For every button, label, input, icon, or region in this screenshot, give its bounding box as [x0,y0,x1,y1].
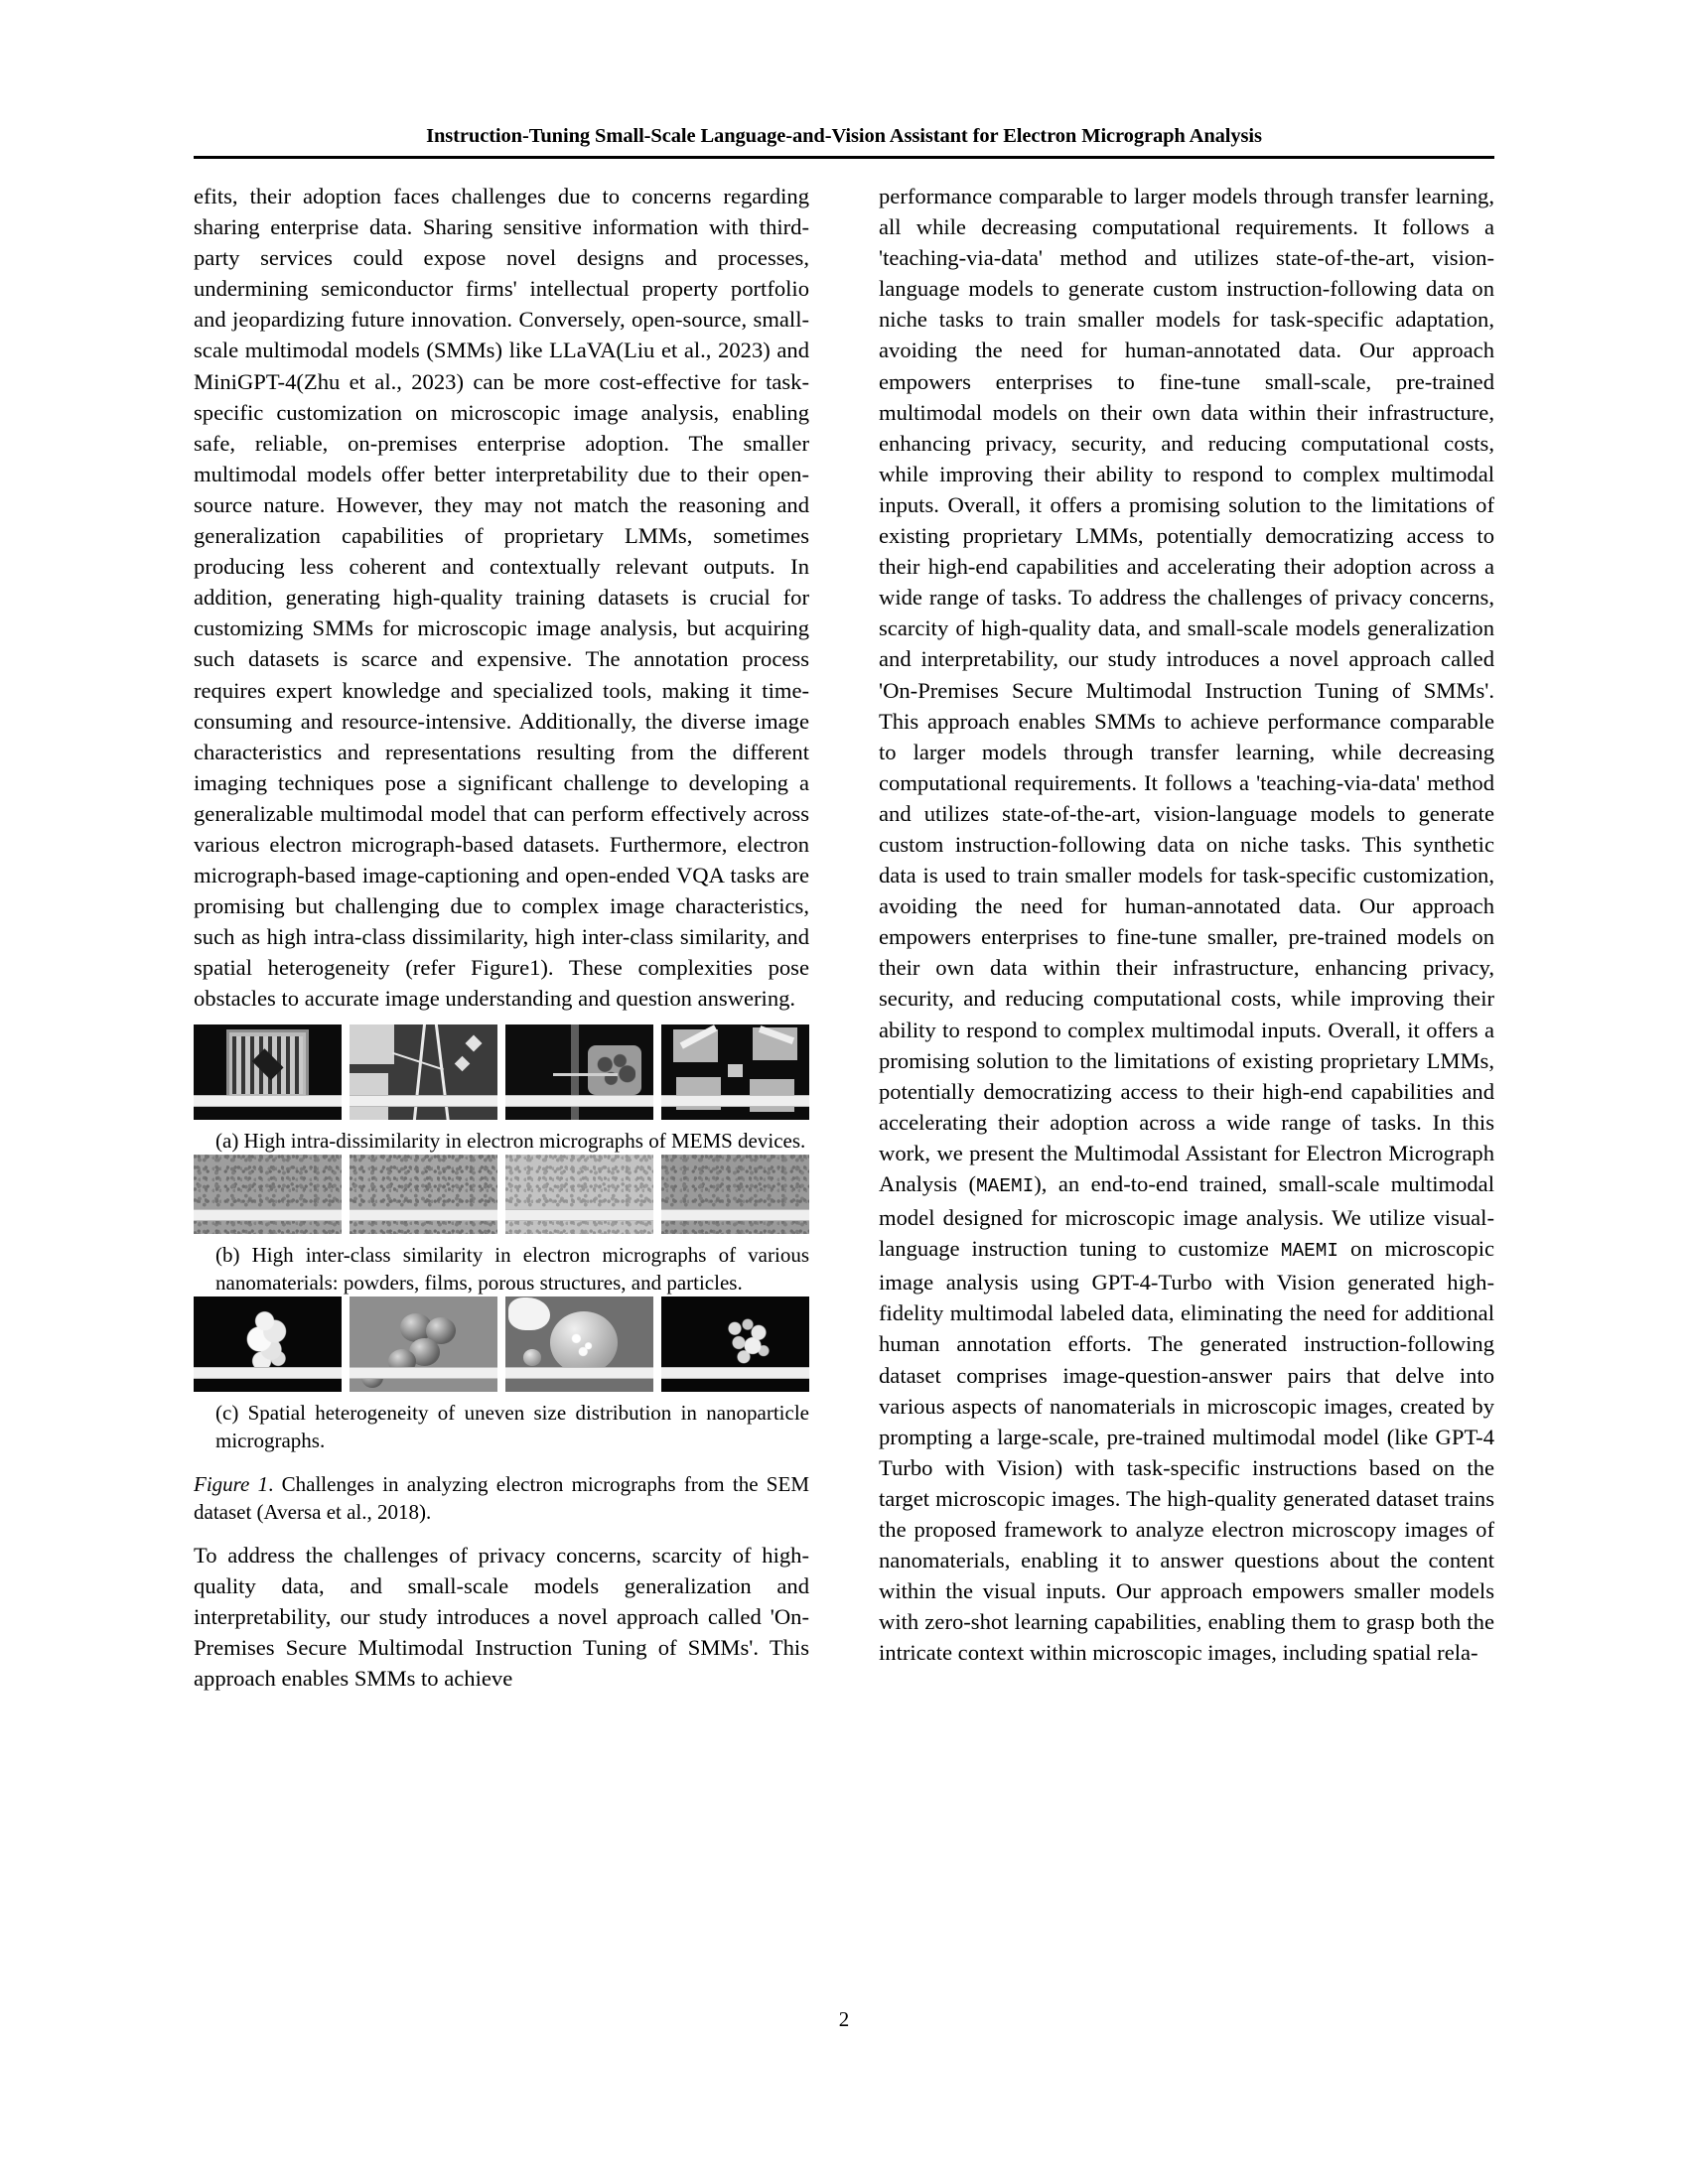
figure-row-b [194,1155,809,1234]
nanomaterial-powder-micrograph [194,1155,342,1234]
figure-1-caption [194,1470,809,1526]
nanomaterial-particles-micrograph [661,1155,809,1234]
nanoparticle-aggregate-micrograph [194,1297,342,1392]
nanomaterial-porous-micrograph [505,1155,653,1234]
figure-row-a [194,1024,809,1120]
right-column-text-part-c: on microscopic image analysis using GPT-4-Turbo with Vision generated high-fidelity multimodal labeled data, eliminating the need for additional human annotation efforts. The generated instruction-following dataset comprises image-question-answer pairs that delve into various aspects of nanomaterials in microscopic images, created by prompting a large-scale, pre-trained multimodal model (like GPT-4 Turbo with Vision) with task-specific instructions based on the target microscopic images. The high-quality generated dataset trains the proposed framework to analyze electron microscopy images of nanomaterials, enabling it to answer questions about the content within the visual inputs. Our approach empowers smaller models with zero-shot learning capabilities, enabling them to grasp both the intricate context within microscopic images, including spatial rela- [879,1236,1495,1666]
mems-probe-pads-micrograph [661,1024,809,1120]
figure-subcaption-a: (a) High intra-dissimilarity in electron micrographs of MEMS devices. [215,1128,806,1153]
nanoparticle-spheres-micrograph [350,1297,497,1392]
figure-row-c [194,1297,809,1392]
page-number: 2 [838,2007,850,2031]
running-header-title: Instruction-Tuning Small-Scale Language-and-Vision Assistant for Electron Micrograph Analysis [426,125,1262,147]
nanoparticle-cluster-micrograph [661,1297,809,1392]
mems-wire-trace-micrograph [350,1024,497,1120]
mems-chip-array-micrograph [194,1024,342,1120]
left-column-paragraph-2: To address the challenges of privacy concerns, scarcity of high-quality data, and small-scale models generalization and interpretability, our study introduces a novel approach called 'On-Premises Secure Multimodal Instruction Tuning of SMMs'. This approach enables SMMs to achieve [194,1542,809,1691]
figure-subcaption-c: (c) Spatial heterogeneity of uneven size distribution in nanoparticle micrographs. [215,1400,809,1452]
model-name-maemi-second: MAEMI [1280,1240,1339,1263]
model-name-maemi-first: MAEMI [976,1175,1035,1197]
left-column-paragraph-1: efits, their adoption faces challenges due to concerns regarding sharing enterprise data. Sharing sensitive information with third-party services could expose novel designs and processes, undermining semiconductor firms' intellectual property portfolio and jeopardizing future innovation. Conversely, open-source, small-scale multimodal models (SMMs) like LLaVA(Liu et al., 2023) and MiniGPT-4(Zhu et al., 2023) can be more cost-effective for task-specific customization on microscopic image analysis, enabling safe, reliable, on-premises enterprise adoption. The smaller multimodal models offer better interpretability due to their open-source nature. However, they may not match the reasoning and generalization capabilities of proprietary LMMs, sometimes producing less coherent and contextually relevant outputs. In addition, generating high-quality training datasets is crucial for customizing SMMs for microscopic image analysis, but acquiring such datasets is scarce and expensive. The annotation process requires expert knowledge and specialized tools, making it time-consuming and resource-intensive. Additionally, the diverse image characteristics and representations resulting from the different imaging techniques pose a significant challenge to developing a generalizable multimodal model that can perform effectively across various electron micrograph-based datasets. Furthermore, electron micrograph-based image-captioning and open-ended VQA tasks are promising but challenging due to complex image characteristics, such as high intra-class dissimilarity, high inter-class similarity, and spatial heterogeneity (refer Figure1). These complexities pose obstacles to accurate image understanding and question answering. [194,184,809,1012]
figure-1-caption-label: Figure 1 [194,1471,269,1496]
nanomaterial-film-micrograph [350,1155,497,1234]
left-column [194,181,809,1694]
right-column-paragraph-1 [879,181,1494,1669]
figure-1 [194,1024,809,1526]
figure-1-caption-text: . Challenges in analyzing electron micrographs from the SEM dataset (Aversa et al., 2018). [194,1471,809,1524]
mems-cantilever-plate-micrograph [505,1024,653,1120]
figure-subcaption-b: (b) High inter-class similarity in electron micrographs of various nanomaterials: powders, films, porous structures, and particles. [215,1242,809,1295]
header-divider-rule [194,156,1494,159]
right-column-text-part-a: performance comparable to larger models through transfer learning, all while decreasing computational requirements. It follows a 'teaching-via-data' method and utilizes state-of-the-art, vision-language models to generate custom instruction-following data on niche tasks to train smaller models for task-specific adaptation, avoiding the need for human-annotated data. Our approach empowers enterprises to fine-tune small-scale, pre-trained multimodal models on their own data within their infrastructure, enhancing privacy, security, and reducing computational costs, while improving their ability to respond to complex multimodal inputs. Overall, it offers a promising solution to the limitations of existing proprietary LMMs, potentially democratizing access to their high-end capabilities and accelerating their adoption across a wide range of tasks. To address the challenges of privacy concerns, scarcity of high-quality data, and small-scale models generalization and interpretability, our study introduces a novel approach called 'On-Premises Secure Multimodal Instruction Tuning of SMMs'. This approach enables SMMs to achieve performance comparable to larger models through transfer learning, while decreasing computational requirements. It follows a 'teaching-via-data' method and utilizes state-of-the-art, vision-language models to generate custom instruction-following data on niche tasks. This synthetic data is used to train smaller models for task-specific customization, avoiding the need for human-annotated data. Our approach empowers enterprises to fine-tune smaller, pre-trained models on their own data within their infrastructure, enhancing privacy, security, and reducing computational costs, while improving their ability to respond to complex multimodal inputs. Overall, it offers a promising solution to the limitations of existing proprietary LMMs, potentially democratizing access to their high-end capabilities and accelerating their adoption across a wide range of tasks. In this work, we present the Multimodal Assistant for Electron Micrograph Analysis ( [879,184,1494,1196]
right-column [879,181,1494,1669]
two-column-body [194,181,1494,2007]
right-column-text-part-b: ), an end-to-end trained, small-scale multimodal model designed for microscopic image analysis. We utilize visual-language instruction tuning to customize [879,1171,1494,1262]
nanoparticle-large-sphere-micrograph [505,1297,653,1392]
